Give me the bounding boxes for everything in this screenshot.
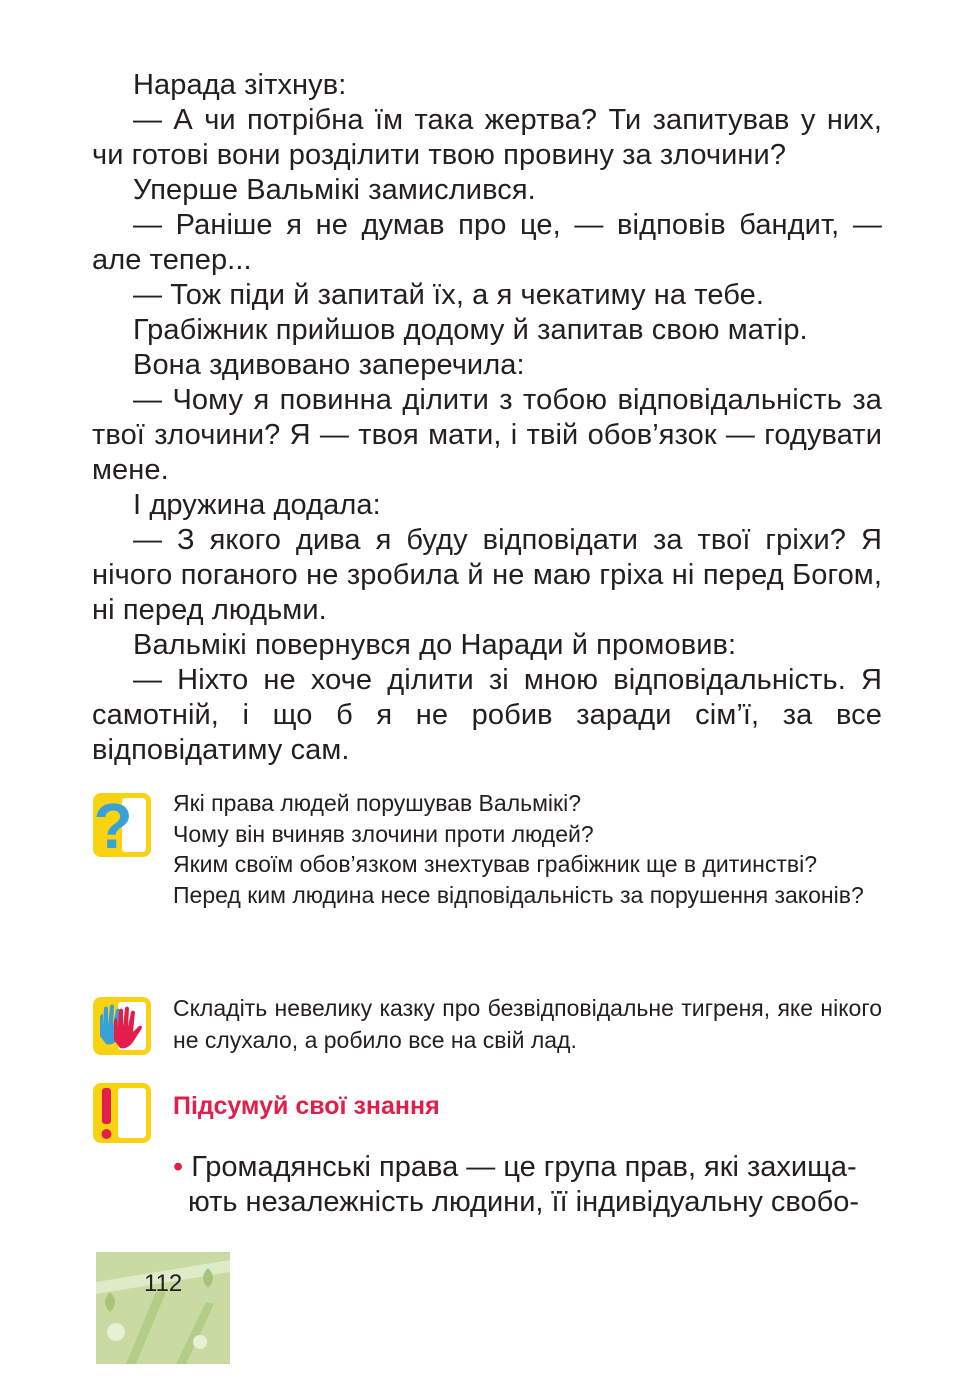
question-item: Яким своїм обов’язком знехтував грабіжник ще в дитинстві?	[173, 851, 817, 877]
story-paragraph: — Тож піди й запитай їх, а я чекатиму на тебе.	[133, 279, 765, 311]
questions-list	[173, 788, 882, 910]
story-paragraph: — Ніхто не хоче ділити зі мною відповідальність. Я самотній, і що б я не робив заради сім’ї, за все відповідатиму сам.	[92, 664, 882, 766]
bullet-dot-icon: •	[173, 1151, 184, 1183]
bullet-text-line: ють незалежність людини, її індивідуальну свобо-	[188, 1186, 860, 1218]
story-paragraph: Грабіжник прийшов додому й запитав свою матір.	[133, 314, 808, 346]
page-number: 112	[144, 1270, 183, 1297]
summary-bullet	[173, 1150, 882, 1220]
story-paragraph: — З якого дива я буду відповідати за твої гріхи? Я нічого поганого не зробила й не маю гріха ні перед Богом, ні перед людьми.	[92, 524, 882, 626]
story-text	[92, 68, 882, 768]
story-paragraph: — А чи потрібна їм така жертва? Ти запитував у них, чи готові вони розділити твою провину за злочини?	[92, 104, 882, 171]
story-paragraph: Вальмікі повернувся до Наради й промовив:	[133, 629, 737, 661]
hands-icon	[92, 996, 152, 1056]
question-item: Перед ким людина несе відповідальність за порушення законів?	[173, 881, 864, 908]
story-paragraph: Нарада зітхнув:	[133, 69, 347, 101]
story-paragraph: — Раніше я не думав про це, — відповів бандит, — але тепер...	[92, 209, 882, 276]
story-paragraph: — Чому я повинна ділити з тобою відповідальність за твої злочини? Я — твоя мати, і твій обов’язок — годувати мене.	[92, 384, 882, 486]
exclamation-icon	[92, 1082, 152, 1144]
question-item: Чому він вчиняв злочини проти людей?	[173, 820, 594, 847]
story-paragraph: Уперше Вальмікі замислився.	[133, 174, 536, 206]
question-mark-icon	[92, 792, 152, 858]
footer-ornament-icon	[96, 1252, 230, 1364]
story-paragraph: І дружина додала:	[133, 489, 381, 521]
task-text: Складіть невелику казку про безвідповідальне тигреня, яке нікого не слухало, а робило все на свій лад.	[173, 995, 882, 1053]
summary-title: Підсумуй свої знання	[173, 1092, 440, 1120]
svg-text:?: ?	[93, 792, 133, 858]
question-item: Які права людей порушував Вальмікі?	[173, 790, 581, 816]
bullet-text-line: Громадянські права — це група прав, які захища-	[191, 1151, 857, 1183]
story-paragraph: Вона здивовано заперечила:	[133, 349, 525, 381]
